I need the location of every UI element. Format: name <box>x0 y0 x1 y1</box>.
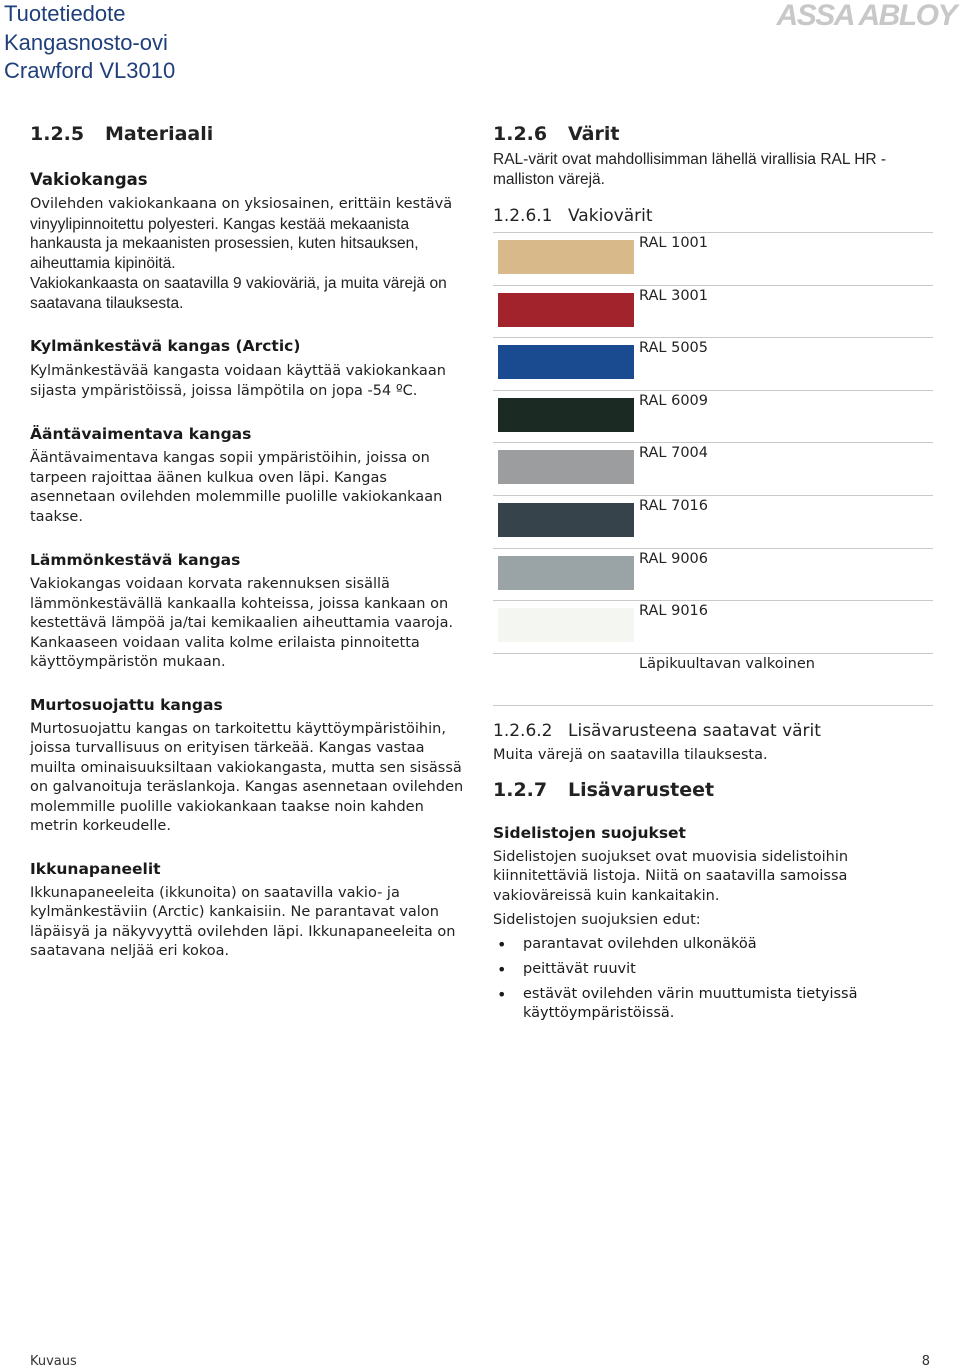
subsection-number: 1.2.6.1 <box>493 206 553 226</box>
subsection-number: 1.2.6.2 <box>493 721 553 742</box>
swatch-label: RAL 9006 <box>639 550 708 567</box>
subsection-vakiovarit <box>493 203 933 229</box>
section-number: 1.2.7 <box>493 778 548 801</box>
block-heading: Ikkunapaneelit <box>30 859 161 878</box>
block-paragraph: Ikkunapaneeleita (ikkunoita) on saatavilla vakio- ja kylmänkestäviin (Arctic) kankaisiin. Ne parantavat valon läpäisyä ja näkyvyyttä ovilehden läpi. Ikkunapaneeleita on saatavana neljää eri kokoa. <box>30 884 456 959</box>
block-paragraph: Murtosuojattu kangas on tarkoitettu käyttöympäristöihin, joissa turvallisuus on erityisen tärkeää. Kangas vastaa muilta ominaisuuksiltaan vakiokangasta, mutta sen sisässä on galvanoituja teräslankoja. Kangas asennetaan ovilehden molemmille puolille vakiokankaan taakse noin kahden metrin korkeudelle. <box>30 720 464 834</box>
block-paragraph: Vakiokangas voidaan korvata rakennuksen sisällä lämmönkestävällä kankaalla kohteissa, joissa kankaan on kestettävä lämpöä ja/tai kemikaalien aiheuttamia vaaroja. Kankaaseen voidaan valita kolme erilaista pinnoitetta käyttöympäristön mukaan. <box>30 576 454 670</box>
accessory-benefits-intro: Sidelistojen suojuksien edut: <box>493 912 701 929</box>
swatch-row <box>493 337 933 390</box>
extra-colors-text: Muita värejä on saatavilla tilauksesta. <box>493 747 768 764</box>
section-title-materiaali <box>30 120 470 148</box>
section-number: 1.2.5 <box>30 123 85 145</box>
swatch-label: Läpikuultavan valkoinen <box>639 655 815 672</box>
left-column <box>30 120 470 962</box>
list-item: • parantavat ovilehden ulkonäköä <box>493 935 933 954</box>
color-swatch <box>498 398 634 432</box>
footer-label: Kuvaus <box>30 1354 77 1369</box>
page-number: 8 <box>921 1354 930 1369</box>
section-title-varit <box>493 120 933 148</box>
block-paragraph: Vakiokankaasta on saatavilla 9 vakioväriä, ja muita värejä on saatavana tilauksesta. <box>30 275 447 312</box>
block-heading: Kylmänkestävä kangas (Arctic) <box>30 337 301 355</box>
block-heading: Ääntävaimentava kangas <box>30 425 252 443</box>
title-line-1: Tuotetiedote <box>4 1 126 26</box>
block-ikkunapaneelit <box>30 859 470 962</box>
subsection-title: Lisävarusteena saatavat värit <box>568 721 821 742</box>
swatch-label: RAL 6009 <box>639 392 708 409</box>
color-swatch <box>498 503 634 537</box>
color-swatch <box>498 608 634 642</box>
block-heading: Murtosuojattu kangas <box>30 695 223 714</box>
subsection-lisavarit <box>493 718 933 744</box>
block-vakiokangas <box>30 170 470 313</box>
swatch-label: RAL 1001 <box>639 235 708 251</box>
color-swatch-table <box>493 232 933 706</box>
block-murtosuojattu <box>30 695 470 837</box>
swatch-row <box>493 442 933 495</box>
block-arctic <box>30 336 470 401</box>
swatch-label: RAL 7004 <box>639 445 708 462</box>
section-title-text: Lisävarusteet <box>568 778 715 801</box>
swatch-label: RAL 7016 <box>639 497 708 514</box>
block-lammonkestava <box>30 550 470 673</box>
list-item: • peittävät ruuvit <box>493 960 933 979</box>
swatch-row <box>493 285 933 338</box>
section-title-text: Materiaali <box>105 123 214 145</box>
swatch-row <box>493 548 933 601</box>
swatch-row <box>493 600 933 653</box>
benefits-list <box>493 935 933 1023</box>
subsection-title: Vakiovärit <box>568 206 653 226</box>
title-line-2: Kangasnosto-ovi <box>4 29 168 55</box>
color-swatch <box>498 240 634 274</box>
swatch-row <box>493 232 933 285</box>
color-swatch <box>498 293 634 327</box>
color-swatch <box>498 450 634 484</box>
swatch-row <box>493 390 933 443</box>
swatch-label: RAL 3001 <box>639 287 708 304</box>
color-swatch <box>498 345 634 379</box>
assa-abloy-logo: ASSA ABLOY <box>776 0 956 32</box>
colors-intro: RAL-värit ovat mahdollisimman lähellä virallisia RAL HR -malliston värejä. <box>493 151 887 188</box>
swatch-label: RAL 5005 <box>639 340 708 357</box>
block-paragraph: Ovilehden vakiokankaana on yksiosainen, erittäin kestävä <box>30 196 453 212</box>
right-column <box>493 120 933 1029</box>
document-title <box>4 0 175 86</box>
section-number: 1.2.6 <box>493 123 548 145</box>
swatch-row <box>493 653 933 707</box>
section-title-text: Värit <box>568 123 620 145</box>
color-swatch <box>498 661 634 695</box>
block-aantavaimentava <box>30 424 470 527</box>
accessory-description: Sidelistojen suojukset ovat muovisia sidelistoihin kiinnitettäviä listoja. Niitä on saatavilla samoissa vakioväreissä kuin kankaitakin. <box>493 848 849 904</box>
swatch-label: RAL 9016 <box>639 603 708 620</box>
block-heading: Vakiokangas <box>30 170 148 189</box>
block-paragraph: Kylmänkestävää kangasta voidaan käyttää vakiokankaan sijasta ympäristöissä, joissa lämpötila on jopa -54 ºC. <box>30 363 446 399</box>
color-swatch <box>498 556 634 590</box>
block-paragraph: Ääntävaimentava kangas sopii ympäristöihin, joissa on tarpeen rajoittaa äänen kulkua oven läpi. Kangas asennetaan ovilehden molemmille puolille vakiokankaan taakse. <box>30 450 443 525</box>
list-item: • estävät ovilehden värin muuttumista tietyissä käyttöympäristöissä. <box>493 985 933 1023</box>
block-heading: Lämmönkestävä kangas <box>30 551 241 569</box>
swatch-row <box>493 495 933 548</box>
title-line-3: Crawford VL3010 <box>4 58 176 83</box>
block-paragraph: vinyylipinnoitettu polyesteri. Kangas kestää mekaanista hankausta ja mekaanisten prosessien, kuten hitsauksen, aiheuttamia kipinöitä. <box>30 215 419 272</box>
accessory-heading: Sidelistojen suojukset <box>493 823 686 842</box>
section-title-lisavarusteet <box>493 776 933 804</box>
